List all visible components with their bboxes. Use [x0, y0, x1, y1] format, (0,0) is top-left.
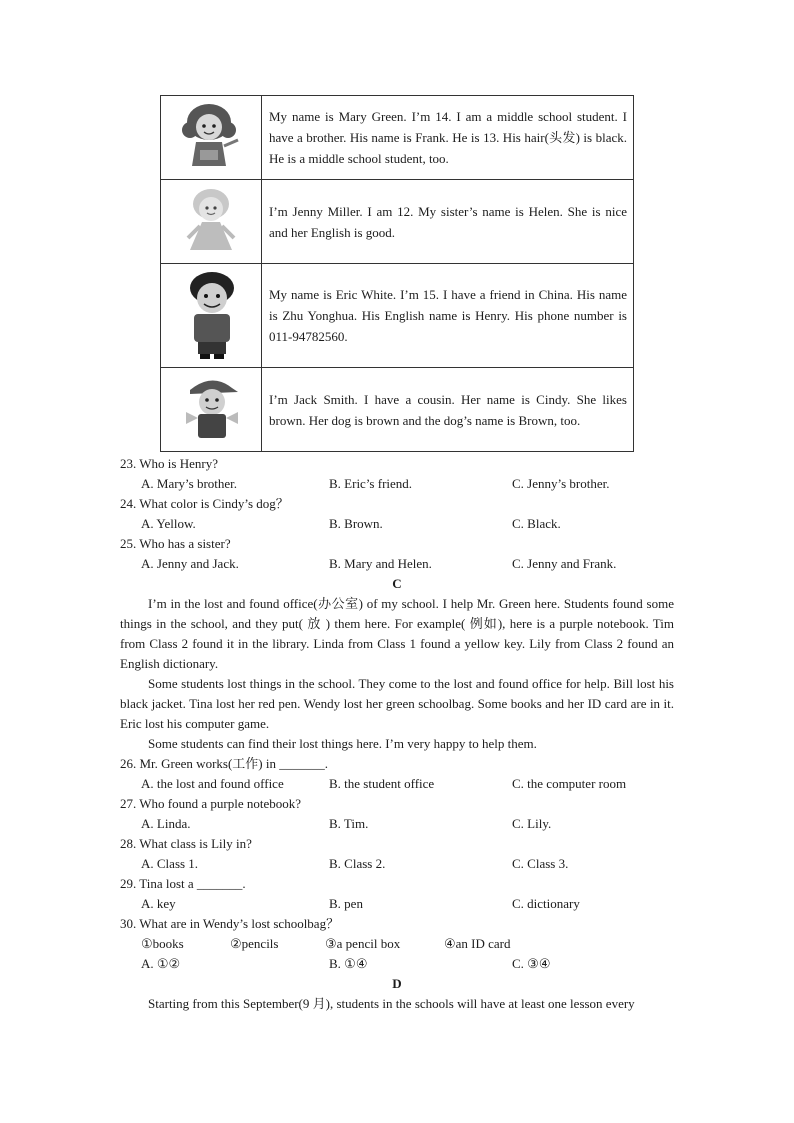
- section-c-paragraph: Some students can find their lost things here. I’m very happy to help them.: [148, 736, 537, 751]
- profile-picture-cell: [161, 264, 262, 368]
- options-30: [141, 954, 681, 974]
- profile-picture-cell: [161, 96, 262, 180]
- option-a: A. key: [141, 896, 176, 911]
- profile-row: [161, 264, 634, 368]
- question-26: 26. Mr. Green works(工作) in _______.: [120, 756, 328, 771]
- options-25: [141, 554, 681, 574]
- option-a: A. ①②: [141, 956, 181, 971]
- question-27: 27. Who found a purple notebook?: [120, 796, 301, 811]
- option-a: A. the lost and found office: [141, 776, 284, 791]
- option-a: A. Jenny and Jack.: [141, 556, 239, 571]
- option-b: B. Class 2.: [329, 856, 386, 871]
- option-b: B. the student office: [329, 776, 435, 791]
- section-c-paragraph: I’m in the lost and found office(办公室) of my school. I help Mr. Green here. Students found some things in the school, and they put( 放 ) them here. For example( 例如), here is a purple notebook. Tim from Class 2 found it in the library. Linda from Class 1 found a yellow key. Lily from Class 2 found an English dictionary.: [120, 596, 674, 671]
- option-b: B. Brown.: [329, 516, 383, 531]
- question-23: 23. Who is Henry?: [120, 456, 218, 471]
- option-c: C. Jenny and Frank.: [512, 556, 617, 571]
- question-29: 29. Tina lost a _______.: [120, 876, 246, 891]
- profile-text: I’m Jack Smith. I have a cousin. Her name is Cindy. She likes brown. Her dog is brown and the dog’s name is Brown, too.: [262, 368, 634, 452]
- option-a: A. Yellow.: [141, 516, 196, 531]
- option-a: A. Mary’s brother.: [141, 476, 238, 491]
- profile-row: [161, 368, 634, 452]
- boy-cap-icon: [176, 372, 246, 444]
- option-c: C. Black.: [512, 516, 561, 531]
- profile-table: [160, 95, 634, 452]
- profile-row: [161, 180, 634, 264]
- section-d-heading: D: [392, 976, 402, 991]
- options-28: [141, 854, 681, 874]
- option-c: C. the computer room: [512, 776, 627, 791]
- option-c: C. ③④: [512, 956, 551, 971]
- option-a: A. Linda.: [141, 816, 191, 831]
- option-b: B. Mary and Helen.: [329, 556, 432, 571]
- option-b: B. ①④: [329, 956, 368, 971]
- options-27: [141, 814, 681, 834]
- options-23: [141, 474, 681, 494]
- option-b: B. pen: [329, 896, 363, 911]
- item-3: ③a pencil box: [325, 936, 401, 951]
- item-2: ②pencils: [230, 936, 279, 951]
- options-29: [141, 894, 681, 914]
- section-c-paragraph: Some students lost things in the school. They come to the lost and found office for help. Bill lost his black jacket. Tina lost her red pen. Wendy lost her green schoolbag. Some books and her ID card are in it. Eric lost his computer game.: [120, 676, 674, 731]
- option-c: C. Class 3.: [512, 856, 569, 871]
- options-24: [141, 514, 681, 534]
- profile-row: [161, 96, 634, 180]
- question-25: 25. Who has a sister?: [120, 536, 231, 551]
- option-b: B. Eric’s friend.: [329, 476, 413, 491]
- profile-text: My name is Eric White. I’m 15. I have a friend in China. His name is Zhu Yonghua. His English name is Henry. His phone number is 011-94782560.: [262, 264, 634, 368]
- profile-text: I’m Jenny Miller. I am 12. My sister’s name is Helen. She is nice and her English is good.: [262, 180, 634, 264]
- question-24: 24. What color is Cindy’s dog？: [120, 496, 289, 511]
- option-b: B. Tim.: [329, 816, 369, 831]
- question-30-items: [141, 934, 681, 954]
- section-c-heading: C: [392, 576, 402, 591]
- question-30: 30. What are in Wendy’s lost schoolbag？: [120, 916, 340, 931]
- boy-curly-hair-icon: [176, 268, 246, 360]
- item-1: ①books: [141, 936, 184, 951]
- item-4: ④an ID card: [444, 936, 511, 951]
- option-a: A. Class 1.: [141, 856, 199, 871]
- option-c: C. Lily.: [512, 816, 552, 831]
- profile-picture-cell: [161, 368, 262, 452]
- option-c: C. Jenny’s brother.: [512, 476, 610, 491]
- profile-picture-cell: [161, 180, 262, 264]
- option-c: C. dictionary: [512, 896, 580, 911]
- profile-text: My name is Mary Green. I’m 14. I am a middle school student. I have a brother. His name is Frank. He is 13. His hair(头发) is black. He is a middle school student, too.: [262, 96, 634, 180]
- question-28: 28. What class is Lily in?: [120, 836, 252, 851]
- girl-dress-icon: [176, 184, 246, 256]
- options-26: [141, 774, 681, 794]
- section-d-paragraph: Starting from this September(9 月), students in the schools will have at least one lesson every: [148, 996, 635, 1011]
- girl-curly-hair-icon: [176, 100, 246, 172]
